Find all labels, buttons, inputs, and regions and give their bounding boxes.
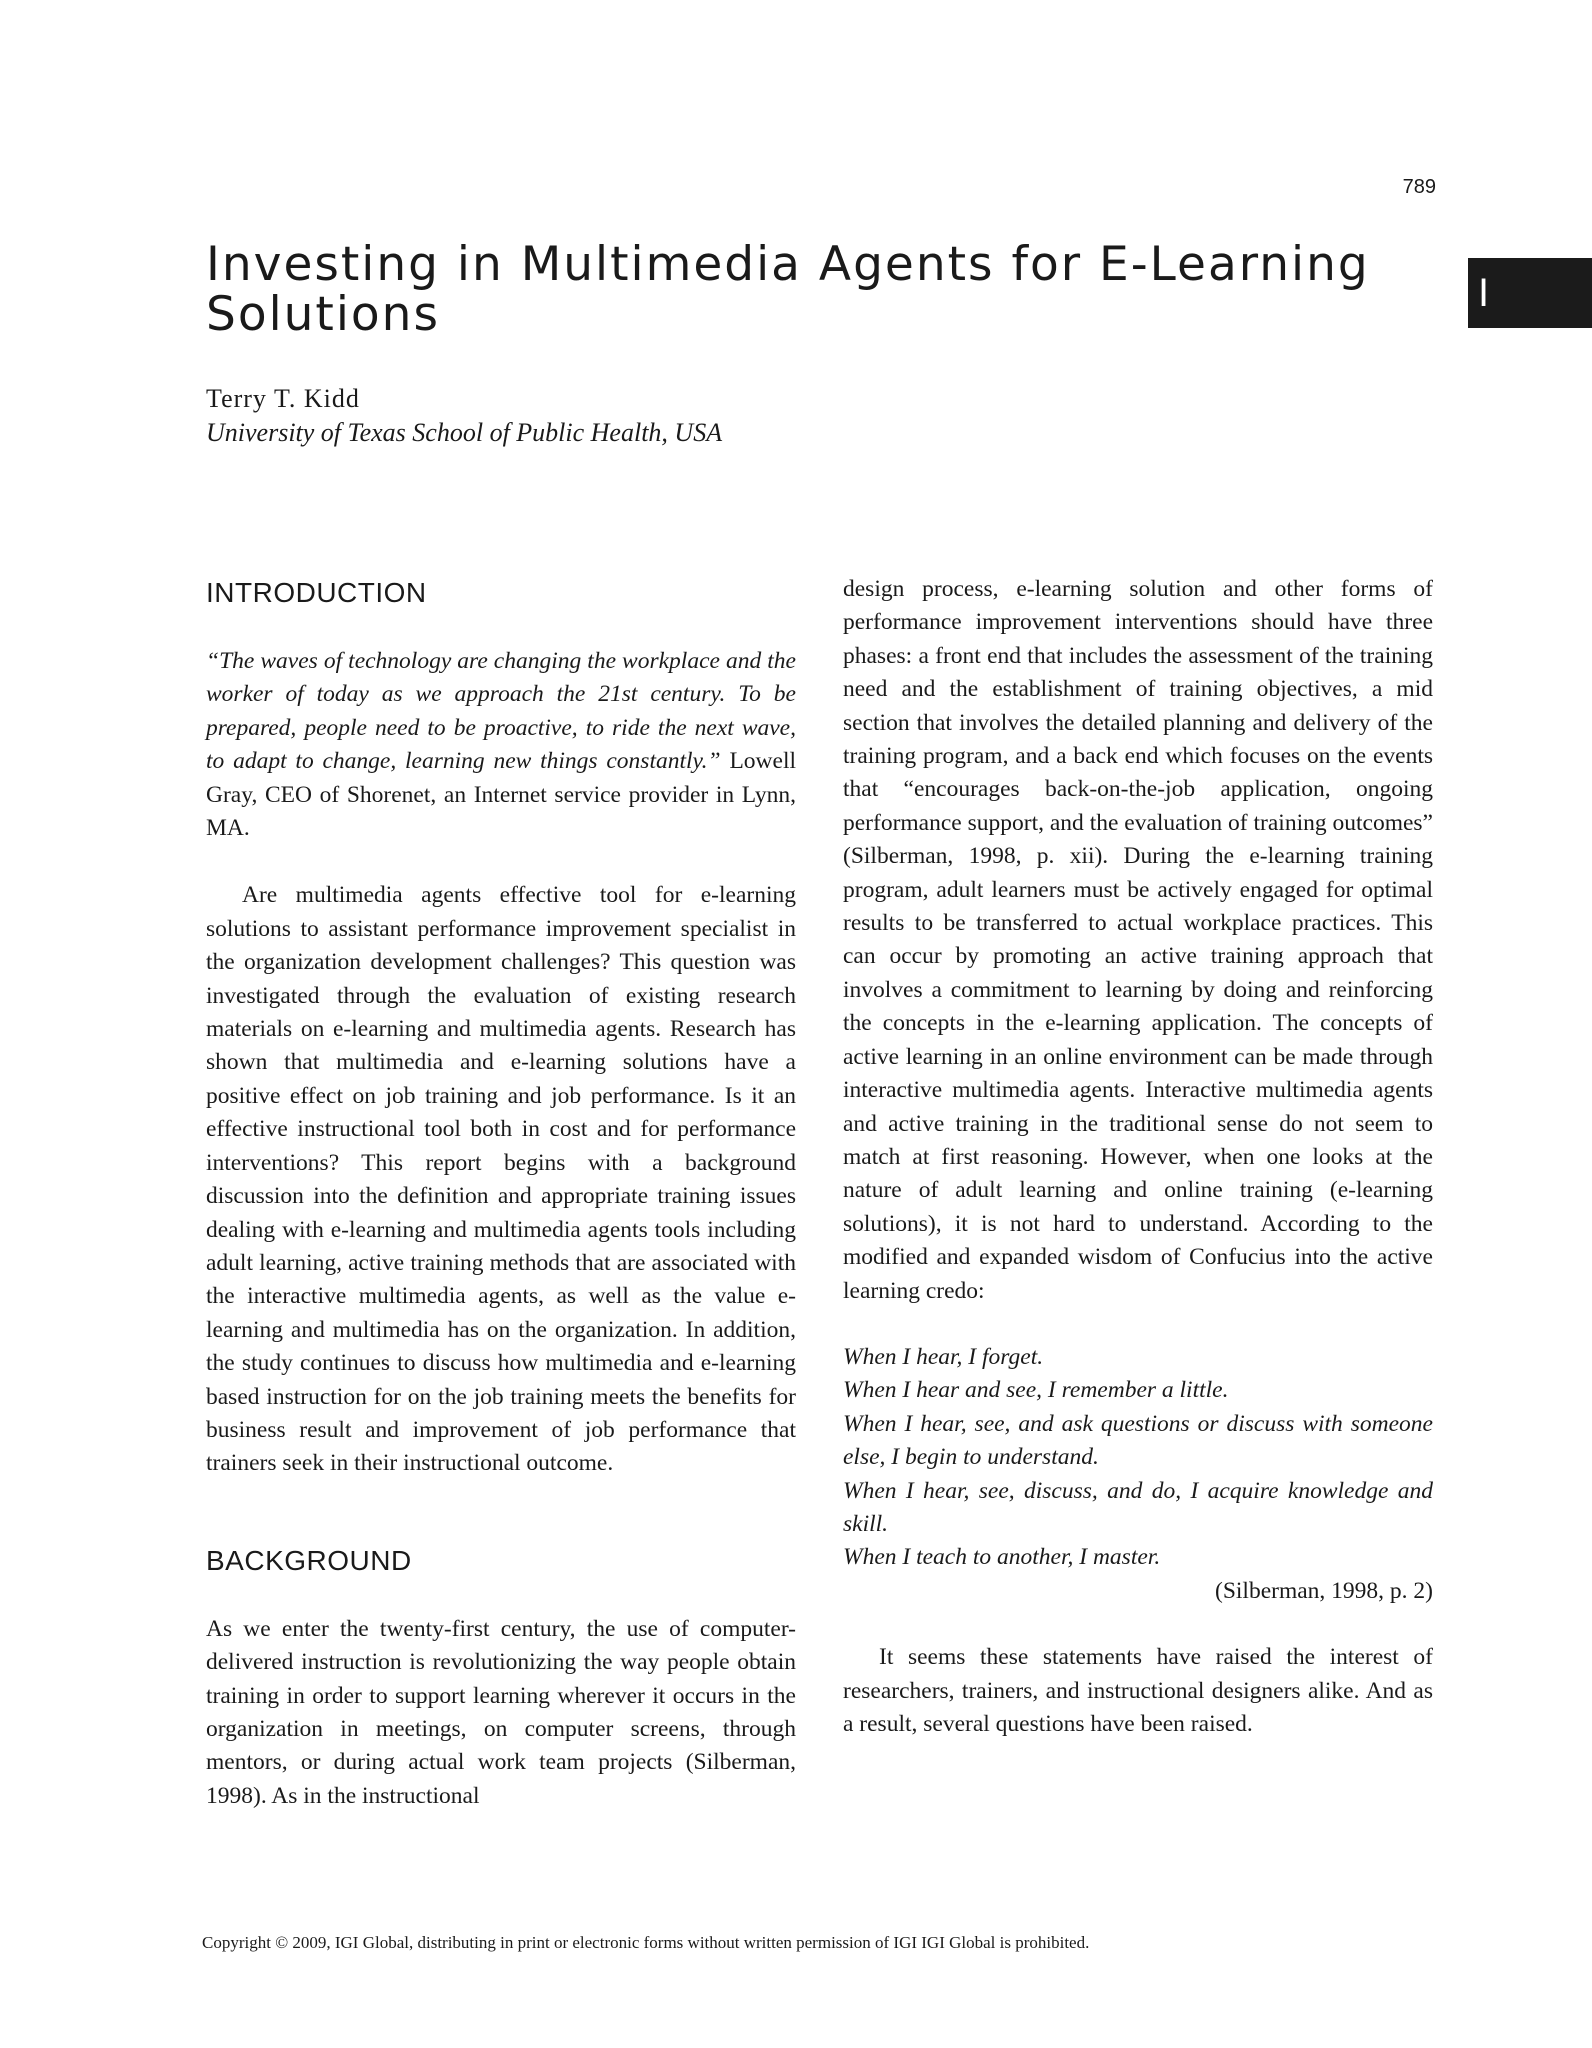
title-line-2: Solutions (206, 287, 440, 342)
credo-line: When I hear, see, discuss, and do, I acquire knowledge and skill. (843, 1477, 1433, 1537)
introduction-paragraph: Are multimedia agents effective tool for e-learning solutions to assistant performance improvement specialist in the organization development challenges? This question was investigated through the evaluation of existing research materials on e-learning and multimedia agents. Research has shown that multimedia and e-learning solutions have a positive effect on job training and job performance. Is it an effective instructional tool both in cost and for performance interventions? This report begins with a background discussion into the definition and appropriate training issues dealing with e-learning and multimedia agents tools including adult learning, active training methods that are associated with the interactive multimedia agents, as well as the value e-learning and multimedia has on the organization. In addition, the study continues to discuss how multimedia and e-learning based instruction for on the job training meets the benefits for business result and improvement of job performance that trainers seek in their instructional outcome. (206, 882, 796, 1477)
section-letter-tab: I (1468, 258, 1592, 328)
author-block (206, 382, 722, 450)
author-affiliation: University of Texas School of Public Health, USA (206, 418, 723, 447)
right-column (843, 573, 1433, 1741)
quote-attribution: Lowell Gray, CEO of Shorenet, an Internet service provider in Lynn, MA. (206, 748, 797, 842)
credo-line: When I teach to another, I master. (843, 1544, 1161, 1571)
page-number: 789 (1402, 176, 1436, 198)
left-column (206, 575, 796, 1813)
credo-line: When I hear and see, I remember a little. (843, 1377, 1229, 1404)
background-heading: BACKGROUND (206, 1544, 412, 1576)
article-title (206, 237, 1446, 342)
copyright-footer: Copyright © 2009, IGI Global, distributing in print or electronic forms without written permission of IGI IGI Global is prohibited. (202, 1933, 1090, 1952)
background-paragraph-start: As we enter the twenty-first century, the use of computer-delivered instruction is revolutionizing the way people obtain training in order to support learning wherever it occurs in the organization in meetings, on computer screens, through mentors, or during actual work team projects (Silberman, 1998). As in the instructional (206, 1615, 796, 1809)
credo-citation: (Silberman, 1998, p. 2) (1215, 1577, 1433, 1604)
introduction-heading: INTRODUCTION (206, 577, 427, 608)
opening-quote (206, 645, 796, 845)
credo-line: When I hear, see, and ask questions or discuss with someone else, I begin to understand. (843, 1410, 1433, 1471)
quote-text: “The waves of technology are changing the workplace and the worker of today as we approach the 21st century. To be prepared, people need to be proactive, to ride the next wave, to adapt to change, learning new things constantly.” (206, 648, 796, 775)
author-name: Terry T. Kidd (206, 384, 360, 413)
active-learning-credo (843, 1341, 1433, 1608)
title-line-1: Investing in Multimedia Agents for E-Learning (206, 237, 1370, 292)
closing-paragraph: It seems these statements have raised the interest of researchers, trainers, and instructional designers alike. And as a result, several questions have been raised. (843, 1644, 1433, 1737)
credo-line: When I hear, I forget. (843, 1343, 1044, 1370)
background-paragraph-continued: design process, e-learning solution and other forms of performance improvement interventions should have three phases: a front end that includes the assessment of the training need and the establishment of training objectives, a mid section that involves the detailed planning and delivery of the training program, and a back end which focuses on the events that “encourages back-on-the-job application, ongoing performance support, and the evaluation of training outcomes” (Silberman, 1998, p. xii). During the e-learning training program, adult learners must be actively engaged for optimal results to be transferred to actual workplace practices. This can occur by promoting an active training approach that involves a commitment to learning by doing and reinforcing the concepts in the e-learning application. The concepts of active learning in an online environment can be made through interactive multimedia agents. Interactive multimedia agents and active training in the traditional sense do not seem to match at first reasoning. However, when one looks at the nature of adult learning and online training (e-learning solutions), it is not hard to understand. According to the modified and expanded wisdom of Confucius into the active learning credo: (843, 576, 1433, 1304)
